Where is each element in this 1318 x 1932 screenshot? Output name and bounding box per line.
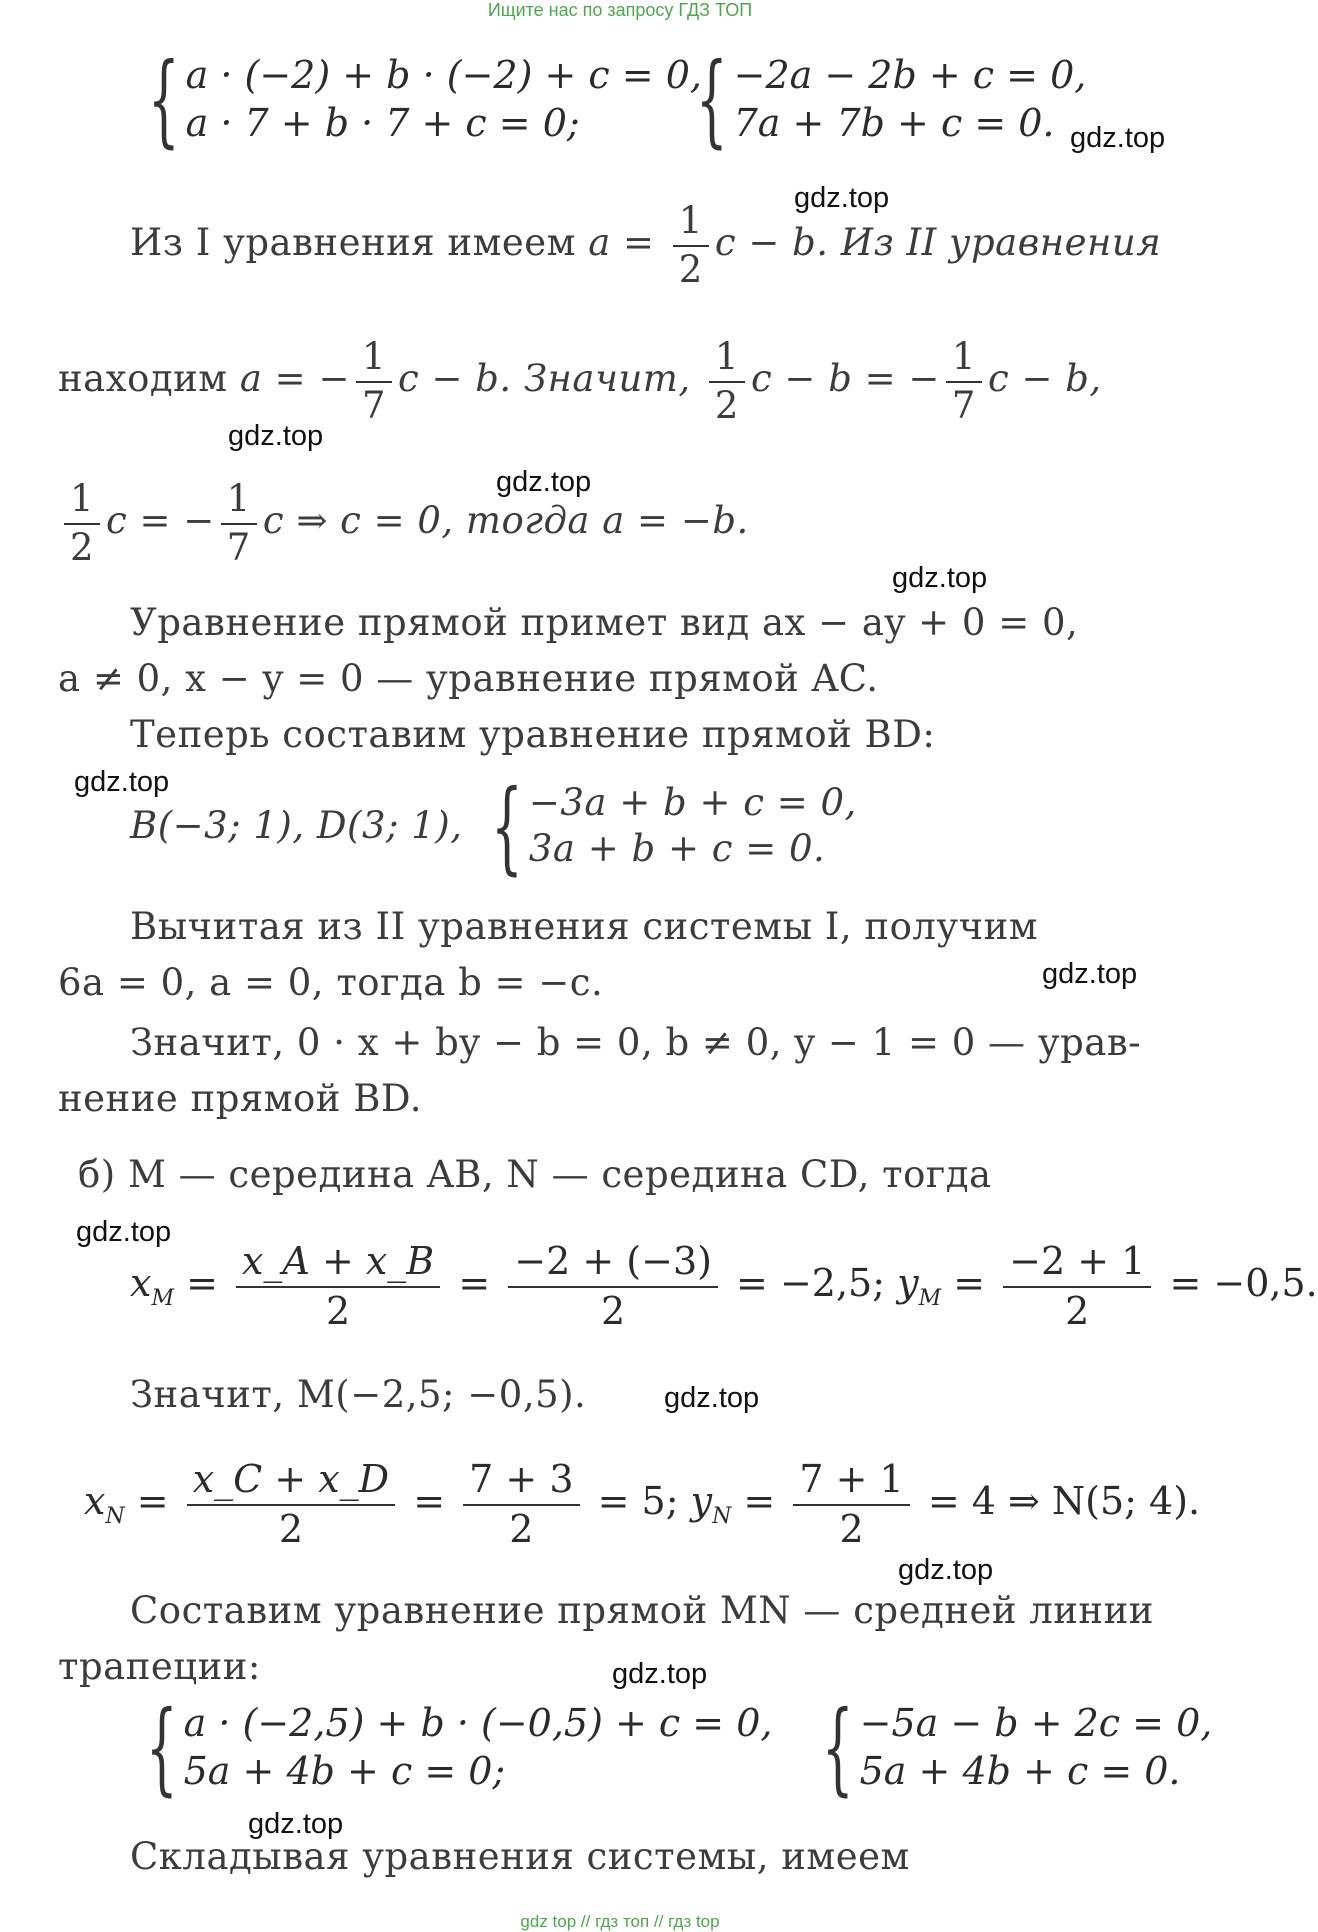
system-mn-2-line-2: 5a + 4b + c = 0. (859, 1748, 1181, 1793)
equals: = (413, 1479, 446, 1524)
watermark: gdz.top (496, 466, 592, 498)
system-bd-line-2: 3a + b + c = 0. (528, 827, 826, 871)
math: c ⇒ c = 0, тогда a = −b. (262, 499, 749, 543)
var-y: y (690, 1479, 713, 1524)
denominator: 2 (839, 1506, 864, 1551)
paragraph-5-line-2: нение прямой BD. (58, 1077, 422, 1120)
paragraph-6-line-1: б) M — середина AB, N — середина CD, тогда (78, 1153, 992, 1196)
fraction-half (673, 200, 709, 291)
math: c − b. Значит, (398, 357, 691, 401)
fraction-half (64, 478, 100, 569)
watermark: gdz.top (892, 562, 988, 594)
fraction-xn-def (187, 1458, 395, 1551)
points-bd: B(−3; 1), D(3; 1), (130, 803, 463, 847)
denominator: 2 (70, 525, 95, 569)
watermark: gdz.top (664, 1382, 760, 1414)
fraction-seventh (946, 336, 982, 427)
fraction-seventh (356, 336, 392, 427)
math: c − b = − (750, 357, 940, 401)
denominator: 2 (509, 1506, 534, 1551)
paragraph-4-line-2: 6a = 0, a = 0, тогда b = −c. (58, 961, 604, 1004)
watermark: gdz.top (228, 420, 324, 452)
fraction-xm-val (508, 1240, 718, 1333)
numerator: x_A + x_B (236, 1240, 440, 1288)
numerator: x_C + x_D (187, 1458, 395, 1506)
system-2-line-2: 7a + 7b + c = 0. (733, 100, 1055, 145)
numerator: −2 + (−3) (508, 1240, 718, 1288)
watermark: gdz.top (794, 182, 890, 214)
system-mn-2: { −5a − b + 2c = 0, 5a + 4b + c = 0. (821, 1689, 1213, 1806)
system-mn-1-line-1: a · (−2,5) + b · (−0,5) + c = 0, (183, 1701, 773, 1745)
sub-n: N (105, 1503, 125, 1529)
numerator: 7 + 1 (793, 1458, 909, 1506)
equals: = (136, 1479, 169, 1524)
fraction-half (709, 336, 745, 427)
watermark: gdz.top (248, 1808, 344, 1840)
var-y: y (897, 1261, 919, 1306)
system-2-line-1: −2a − 2b + c = 0, (733, 53, 1087, 97)
numerator: 1 (946, 336, 982, 383)
numerator: 7 + 3 (463, 1458, 579, 1506)
var-x: x (130, 1261, 152, 1306)
paragraph-1-line-2 (58, 336, 1102, 427)
sub-m: M (918, 1285, 942, 1311)
equals: = (458, 1261, 491, 1306)
math: c − b, (987, 357, 1102, 401)
numerator: 1 (64, 478, 100, 525)
fraction-ym-val (1003, 1240, 1151, 1333)
result-ym: = −0,5. (1169, 1261, 1318, 1306)
var-x: x (84, 1479, 106, 1524)
watermark: gdz.top (1042, 958, 1138, 990)
math: c − b. Из II уравнения (714, 221, 1162, 265)
system-mn-1-line-2: 5a + 4b + c = 0; (183, 1748, 506, 1793)
system-1-line-1: a · (−2) + b · (−2) + c = 0, (185, 53, 702, 97)
watermark: gdz.top (1070, 122, 1166, 154)
footer-links[interactable]: gdz top // гдз топ // гдз top (520, 1912, 720, 1931)
paragraph-3-line-1: Теперь составим уравнение прямой BD: (130, 713, 936, 756)
system-2: { −2a − 2b + c = 0, 7a + 7b + c = 0. (695, 41, 1087, 158)
denominator: 2 (1065, 1288, 1090, 1333)
result-xm: = −2,5; (736, 1261, 886, 1306)
math: c = − (106, 499, 215, 543)
paragraph-1-line-3 (58, 478, 749, 569)
paragraph-1-line-1 (130, 200, 1161, 291)
system-1: { a · (−2) + b · (−2) + c = 0, a · 7 + b · 7 + c = 0; (147, 41, 702, 158)
numerator: 1 (221, 478, 257, 525)
paragraph-5-line-1: Значит, 0 · x + by − b = 0, b ≠ 0, y − 1 = 0 — урав- (130, 1021, 1142, 1064)
fraction-seventh (221, 478, 257, 569)
denominator: 2 (278, 1506, 304, 1551)
denominator: 2 (326, 1288, 351, 1333)
sub-m: M (151, 1285, 174, 1311)
result-yn: = 4 ⇒ N(5; 4). (927, 1479, 1201, 1524)
text: находим (58, 357, 228, 401)
fraction-yn-val (793, 1458, 909, 1551)
result-xn: = 5; (597, 1479, 679, 1524)
denominator: 7 (361, 383, 386, 427)
fraction-xm-def (236, 1240, 440, 1333)
formula-xm (130, 1240, 1318, 1333)
system-mn-1: { a · (−2,5) + b · (−0,5) + c = 0, 5a + 4b + c = 0; (145, 1689, 773, 1806)
math: a = − (239, 357, 350, 401)
header-search-link[interactable]: Ищите нас по запросу ГДЗ ТОП (487, 0, 753, 20)
paragraph-7-line-1: Значит, M(−2,5; −0,5). (130, 1373, 587, 1416)
numerator: 1 (356, 336, 392, 383)
paragraph-3-system: B(−3; 1), D(3; 1), { −3a + b + c = 0, 3a + b + c = 0. (130, 767, 857, 885)
watermark: gdz.top (612, 1658, 708, 1690)
denominator: 7 (226, 525, 251, 569)
watermark: gdz.top (76, 1216, 172, 1248)
paragraph-8-line-2: трапеции: (58, 1645, 261, 1688)
paragraph-2-line-2: a ≠ 0, x − y = 0 — уравнение прямой AC. (58, 657, 879, 700)
equals: = (953, 1261, 986, 1306)
paragraph-8-line-1: Составим уравнение прямой MN — средней линии (130, 1589, 1154, 1632)
watermark: gdz.top (898, 1554, 994, 1586)
equals: = (186, 1261, 218, 1306)
numerator: 1 (709, 336, 745, 383)
math-a: a = (588, 221, 667, 265)
paragraph-4-line-1: Вычитая из II уравнения системы I, получим (130, 905, 1039, 948)
sub-n: N (712, 1503, 732, 1529)
denominator: 2 (714, 383, 739, 427)
paragraph-2-line-1: Уравнение прямой примет вид ax − ay + 0 = 0, (130, 601, 1079, 644)
text: Из I уравнения имеем (130, 221, 576, 265)
numerator: 1 (673, 200, 709, 247)
numerator: −2 + 1 (1003, 1240, 1151, 1288)
system-1-line-2: a · 7 + b · 7 + c = 0; (185, 100, 580, 145)
watermark: gdz.top (74, 766, 170, 798)
formula-xn (84, 1458, 1200, 1551)
denominator: 2 (601, 1288, 626, 1333)
system-bd-line-1: −3a + b + c = 0, (528, 781, 857, 824)
denominator: 2 (678, 247, 703, 291)
equals: = (743, 1479, 776, 1524)
denominator: 7 (951, 383, 976, 427)
fraction-xn-val (463, 1458, 579, 1551)
paragraph-9-line-1: Складывая уравнения системы, имеем (130, 1835, 910, 1878)
system-mn-2-line-1: −5a − b + 2c = 0, (859, 1701, 1213, 1745)
